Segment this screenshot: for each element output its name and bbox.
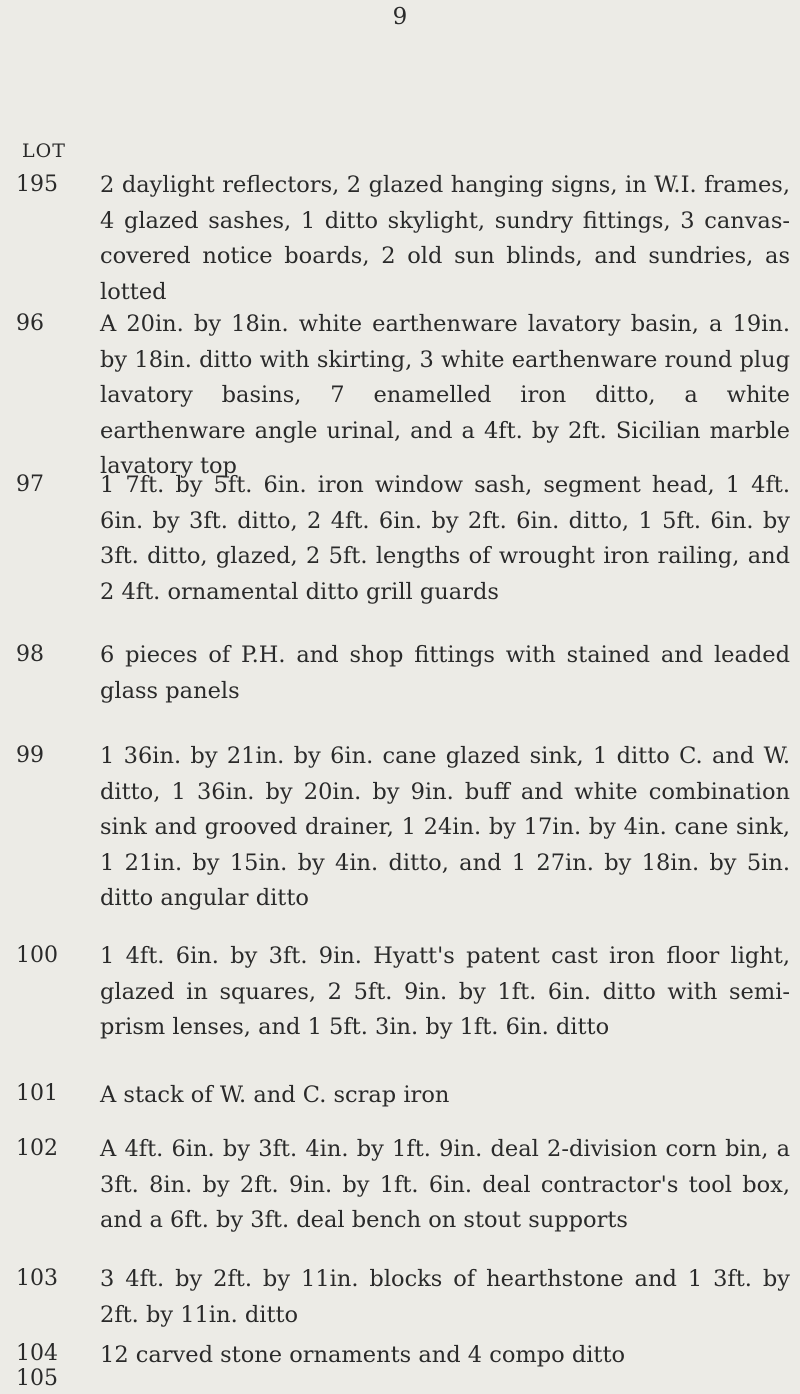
lot-number: 96 (16, 311, 44, 336)
lot-description: 12 carved stone ornaments and 4 compo ditto (100, 1342, 626, 1368)
lot-number: 98 (16, 642, 44, 667)
lot-description: 2 daylight reflectors, 2 glazed hanging signs, in W.I. frames, 4 glazed sashes, 1 ditto skylight, sundry fittings, 3 canvas-covered notice boards, 2 old sun blinds, and sundries, as lotted (100, 172, 790, 305)
lot-description: 1 4ft. 6in. by 3ft. 9in. Hyatt's patent cast iron floor light, glazed in squares, 2 5ft. 9in. by 1ft. 6in. ditto with semi-prism lenses, and 1 5ft. 3in. by 1ft. 6in. ditto (100, 943, 790, 1040)
lot-number: 104 (16, 1341, 58, 1366)
lot-number: 100 (16, 943, 58, 968)
lot-description: A 4ft. 6in. by 3ft. 4in. by 1ft. 9in. deal 2-division corn bin, a 3ft. 8in. by 2ft. 9in. by 1ft. 6in. deal contractor's tool box, and a 6ft. by 3ft. deal bench on stout supports (100, 1136, 790, 1233)
lot-description: 1 7ft. by 5ft. 6in. iron window sash, segment head, 1 4ft. 6in. by 3ft. ditto, 2 4ft. 6in. by 2ft. 6in. ditto, 1 5ft. 6in. by 3ft. ditto, glazed, 2 5ft. lengths of wrought iron railing, and 2 4ft. ornamental ditto grill guards (100, 472, 790, 605)
lot-number: 101 (16, 1081, 58, 1106)
lot-number: 99 (16, 743, 44, 768)
lot-number: 105 (16, 1366, 58, 1391)
lot-number: 97 (16, 472, 44, 497)
lot-number: 102 (16, 1136, 58, 1161)
lot-number: 103 (16, 1266, 58, 1291)
lot-description: 3 4ft. by 2ft. by 11in. blocks of hearthstone and 1 3ft. by 2ft. by 11in. ditto (100, 1266, 790, 1328)
lot-description: A stack of W. and C. scrap iron (100, 1082, 450, 1108)
lot-column-header: LOT (22, 140, 66, 162)
lot-description: A 20in. by 18in. white earthenware lavatory basin, a 19in. by 18in. ditto with skirting, 3 white earthenware round plug lavatory basins, 7 enamelled iron ditto, a white earthenware angle urinal, and a 4ft. by 2ft. Sicilian marble lavatory top (100, 311, 790, 479)
page-number: 9 (392, 4, 408, 30)
lot-number: 195 (16, 172, 58, 197)
lot-description: 6 pieces of P.H. and shop fittings with stained and leaded glass panels (100, 642, 790, 704)
lot-description: 1 36in. by 21in. by 6in. cane glazed sink, 1 ditto C. and W. ditto, 1 36in. by 20in. by 9in. buff and white combination sink and grooved drainer, 1 24in. by 17in. by 4in. cane sink, 1 21in. by 15in. by 4in. ditto, and 1 27in. by 18in. by 5in. ditto angular ditto (100, 743, 790, 911)
